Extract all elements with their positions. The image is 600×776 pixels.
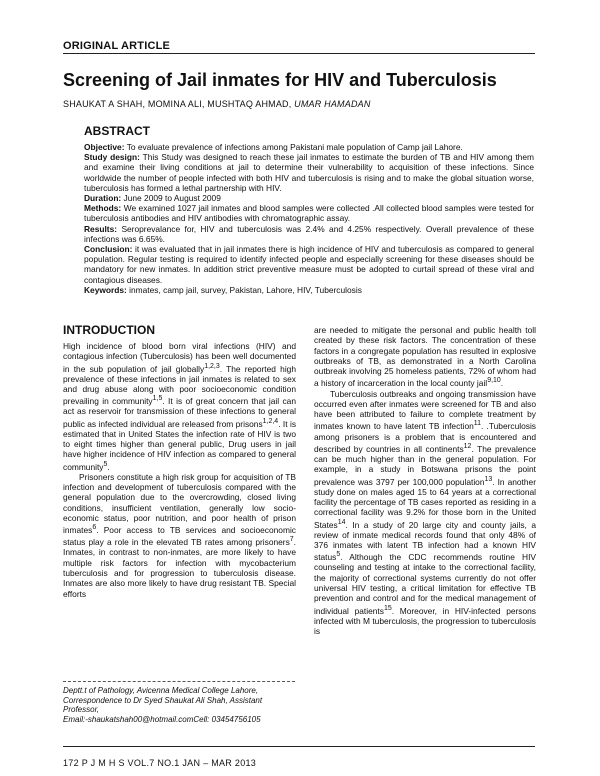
conclusion-text: it was evaluated that in jail inmates there is high incidence of HIV and tuberculosis as compared to general population. Regular testing is required to identify infected people and especially screening for these diseases should be mandatory for new inmates. In addition strict preventive measure must be adopted to curtail spread of these viral and contagious diseases. bbox=[84, 244, 535, 285]
abstract-keywords bbox=[84, 285, 534, 295]
footnote-line-1: Deptt.t of Pathology, Avicenna Medical College Lahore, bbox=[63, 686, 259, 695]
footnote-separator bbox=[63, 681, 295, 682]
abstract-duration bbox=[84, 193, 534, 203]
objective-text: To evaluate prevalence of infections among Pakistani male population of Camp jail Lahore. bbox=[126, 142, 463, 152]
page-footer: 172 P J M H S VOL.7 NO.1 JAN – MAR 2013 bbox=[63, 758, 257, 768]
footnote-line-2: Correspondence to Dr Syed Shaukat Ali Shah, Assistant Professor, bbox=[63, 695, 263, 715]
results-label: Results: bbox=[84, 223, 118, 234]
footnote-line-3: Email:-shaukatshah00@hotmail.comCell: 03454756105 bbox=[63, 714, 261, 724]
results-text: Seroprevalance for, HIV and tuberculosis was 2.4% and 4.25% respectively. Overall prevalence of these infections was 6.65%. bbox=[84, 223, 534, 244]
author-list bbox=[63, 99, 371, 109]
authors-plain: SHAUKAT A SHAH, MOMINA ALI, MUSHTAQ AHMAD, bbox=[63, 99, 292, 109]
abstract-objective bbox=[84, 142, 534, 152]
section-label: ORIGINAL ARTICLE bbox=[63, 40, 171, 52]
left-column bbox=[63, 341, 296, 599]
methods-label: Methods: bbox=[84, 203, 122, 214]
abstract-section bbox=[84, 124, 534, 295]
design-label: Study design: bbox=[84, 152, 140, 163]
methods-text: We examined 1027 jail inmates and blood samples were collected .All collected blood samples were tested for tuberculosis antibodies and HIV antibodies with chromatographic assay. bbox=[84, 203, 534, 224]
duration-text: June 2009 to August 2009 bbox=[123, 193, 221, 204]
abstract-methods bbox=[84, 203, 534, 223]
introduction-heading: INTRODUCTION bbox=[63, 323, 155, 337]
abstract-heading: ABSTRACT bbox=[84, 124, 150, 138]
keywords-text: inmates, camp jail, survey, Pakistan, Lahore, HIV, Tuberculosis bbox=[129, 284, 362, 295]
intro-paragraph-1: High incidence of blood born viral infections (HIV) and contagious infection (Tuberculosis) has been well documented in the sub population of jail globally$^{1,2,3}$. The reported high prevalence of these infections in jail inmates is related to sex and drug abuse along with poor socioeconomic condition prevailing in community$^{1,5}$. It is of great concern that jail can act as reservoir for transmission of these infections to general public as infected individual are released from prisons$^{1,2,4}$. It is estimated that in United States the infection rate of HIV is two to eight times higher than general public, Drug users in jail have higher incidence of HIV infection as compared to general community$^5$. bbox=[63, 341, 297, 472]
header-divider bbox=[63, 53, 535, 54]
conclusion-label: Conclusion: bbox=[84, 244, 133, 255]
article-title: Screening of Jail inmates for HIV and Tuberculosis bbox=[63, 70, 497, 90]
right-column bbox=[314, 325, 536, 636]
intro-paragraph-4: Tuberculosis outbreaks and ongoing transmission have occurred even after inmates were screened for TB and also have been attributed to failure to complete treatment by inmates known to have latent TB infection$^{11}$. .Tuberculosis among prisoners is a problem that is encountered and described by countries in all continents$^{12}$. The prevalence can be much higher than in the general population. For example, in a study in Botswana prisons the point prevalence was 3797 per 100,000 population$^{13}$. In another study done on males aged 15 to 64 years at a correctional facility the percentage of TB cases reported as residing in a correctional facility was 9.2% for those born in the United States$^{14}$. In a study of 20 large city and county jails, a review of inmate medical records found that only 48% of 376 inmates with latent TB infection had a known HIV status$^5$. Although the CDC recommends routine HIV counseling and testing at intake to the correctional facility, the majority of correctional systems currently do not offer universal HIV testing, a critical limitation for effective TB prevention and control and for the medical management of individual patients$^{15}$. Moreover, in HIV-infected persons infected with M tuberculosis, the progression to tuberculosis is bbox=[314, 388, 536, 636]
objective-label: Objective: bbox=[84, 142, 125, 152]
duration-label: Duration: bbox=[84, 193, 122, 204]
intro-paragraph-3: are needed to mitigate the personal and public health toll created by these risk factors. The concentration of these factors in a congregate population has resulted in explosive outbreaks of TB, as demonstrated in a North Carolina outbreak involving 25 homeless patients, 72% of whom had a history of incarceration in the local county jail$^{9,10}$. bbox=[314, 325, 536, 389]
abstract-results bbox=[84, 224, 534, 244]
intro-paragraph-2: Prisoners constitute a high risk group for acquisition of TB infection and development of tuberculosis compared with the general population due to the overcrowding, closed living conditions, insufficient ventilation, generally low socio-economic status, poor nutrition, and poor health of prison inmates$^6$. Poor access to TB services and socioeconomic status play a role in the elevated TB rates among prisoners$^7$. Inmates, in contrast to non-inmates, are more likely to have multiple risk factors for infection with mycobacterium tuberculosis and for progression to tuberculosis disease. Inmates are also more likely to have drug resistant TB. Special efforts bbox=[63, 471, 296, 599]
authors-italic: UMAR HAMADAN bbox=[294, 99, 371, 109]
keywords-label: Keywords: bbox=[84, 284, 127, 295]
footer-divider bbox=[63, 746, 535, 747]
design-text: This Study was designed to reach these jail inmates to estimate the burden of TB and HIV among them and examine their living conditions at jail to determine their vulnerability to acquisition of these infections. Since worldwide the number of people infected with both HIV and tuberculosis is rising and to make the global situation worse, tuberculosis has formed a lethal partnership with HIV. bbox=[84, 152, 534, 193]
abstract-design bbox=[84, 152, 534, 193]
abstract-conclusion bbox=[84, 244, 534, 285]
affiliation-footnote bbox=[63, 686, 295, 724]
